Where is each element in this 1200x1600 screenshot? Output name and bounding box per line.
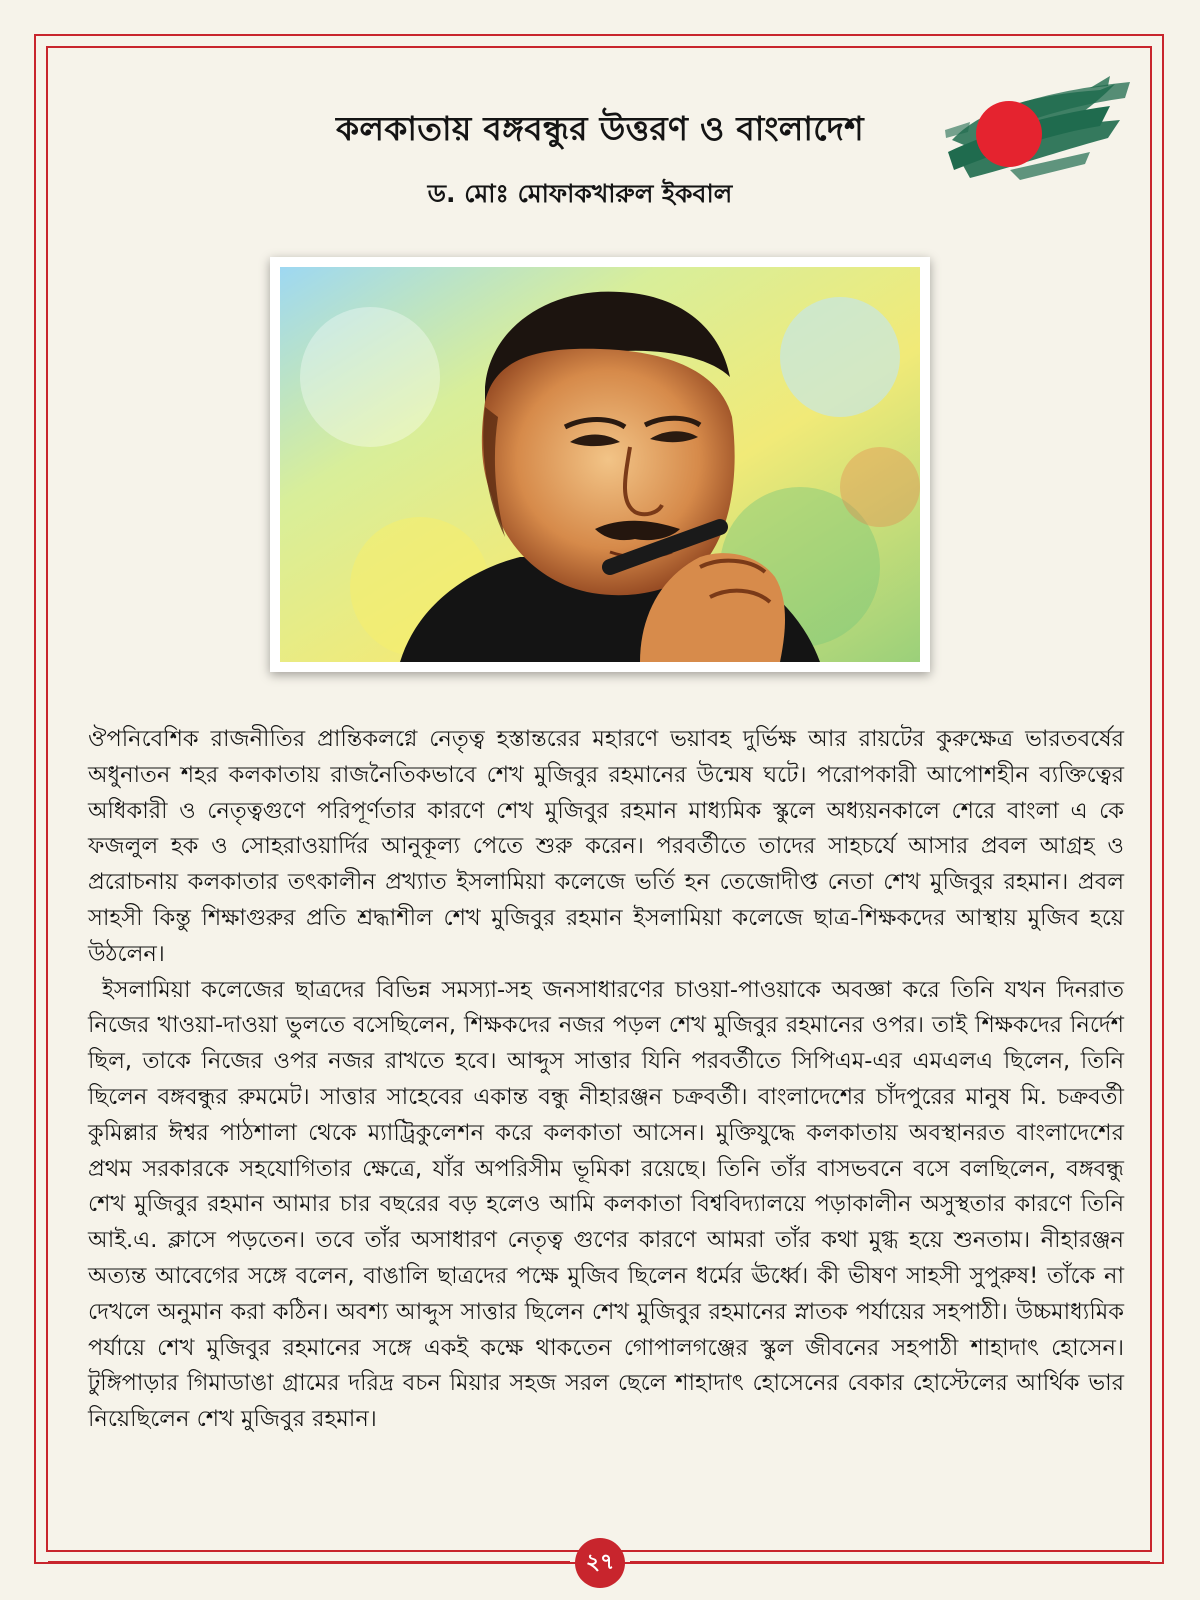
article-paragraph: ইসলামিয়া কলেজের ছাত্রদের বিভিন্ন সমস্যা-সহ জনসাধারণের চাওয়া-পাওয়াকে অবজ্ঞা করে তিনি যখন দিনরাত নিজের খাওয়া-দাওয়া ভুলতে বসেছিলেন, শিক্ষকদের নজর পড়ল শেখ মুজিবুর রহমানের ওপর। তাই শিক্ষকদের নির্দেশ ছিল, তাকে নিজের ওপর নজর রাখতে হবে। আব্দুস সাত্তার যিনি পরবর্তীতে সিপিএম-এর এমএলএ ছিলেন, তিনি ছিলেন বঙ্গবন্ধুর রুমমেট। সাত্তার সাহেবের একান্ত বন্ধু নীহারঞ্জন চক্রবর্তী। বাংলাদেশের চাঁদপুরের মানুষ মি. চক্রবর্তী কুমিল্লার ঈশ্বর পাঠশালা থেকে ম্যাট্রিকুলেশন করে কলকাতা আসেন। মুক্তিযুদ্ধে কলকাতায় অবস্থানরত বাংলাদেশের প্রথম সরকারকে সহযোগিতার ক্ষেত্রে, যাঁর অপরিসীম ভূমিকা রয়েছে। তিনি তাঁর বাসভবনে বসে বলছিলেন, বঙ্গবন্ধু শেখ মুজিবুর রহমান আমার চার বছরের বড় হলেও আমি কলকাতা বিশ্ববিদ্যালয়ে পড়াকালীন অসুস্থতার কারণে তিনি আই.এ. ক্লাসে পড়তেন। তবে তাঁর অসাধারণ নেতৃত্ব গুণের কারণে আমরা তাঁর কথা মুগ্ধ হয়ে শুনতাম। নীহারঞ্জন অত্যন্ত আবেগের সঙ্গে বলেন, বাঙালি ছাত্রদের পক্ষে মুজিব ছিলেন ধর্মের ঊর্ধ্বে। কী ভীষণ সাহসী সুপুরুষ! তাঁকে না দেখলে অনুমান করা কঠিন। অবশ্য আব্দুস সাত্তার ছিলেন শেখ মুজিবুর রহমানের স্নাতক পর্যায়ের সহপাঠী। উচ্চমাধ্যমিক পর্যায়ে শেখ মুজিবুর রহমানের সঙ্গে একই কক্ষে থাকতেন গোপালগঞ্জের স্কুল জীবনের সহপাঠী শাহাদাৎ হোসেন। টুঙ্গিপাড়ার গিমাডাঙা গ্রামের দরিদ্র বচন মিয়ার সহজ সরল ছেলে শাহাদাৎ হোসেনের বেকার হোস্টেলের আর্থিক ভার নিয়েছিলেন শেখ মুজিবুর রহমান।	[88, 976, 1124, 1433]
footer-line-left	[48, 1561, 570, 1563]
bangladesh-flag-icon	[940, 70, 1140, 190]
article-author: ড. মোঃ মোফাকখারুল ইকবাল	[427, 179, 733, 208]
page-number-badge: ২৭	[575, 1538, 625, 1588]
footer-line-right	[630, 1561, 1150, 1563]
portrait-illustration	[280, 267, 920, 662]
portrait-image	[270, 257, 930, 672]
article-body	[88, 722, 1124, 1438]
article-paragraph: ঔপনিবেশিক রাজনীতির প্রান্তিকলগ্নে নেতৃত্ব হস্তান্তরের মহারণে ভয়াবহ দুর্ভিক্ষ আর রায়টের কুরুক্ষেত্র ভারতবর্ষের অধুনাতন শহর কলকাতায় রাজনৈতিকভাবে শেখ মুজিবুর রহমানের উন্মেষ ঘটে। পরোপকারী আপোশহীন ব্যক্তিত্বের অধিকারী ও নেতৃত্বগুণে পরিপূর্ণতার কারণে শেখ মুজিবুর রহমান মাধ্যমিক স্কুলে অধ্যয়নকালে শেরে বাংলা এ কে ফজলুল হক ও সোহরাওয়ার্দির আনুকূল্য পেতে শুরু করেন। পরবর্তীতে তাদের সাহচর্যে আসার প্রবল আগ্রহ ও প্ররোচনায় কলকাতার তৎকালীন প্রখ্যাত ইসলামিয়া কলেজে ভর্তি হন তেজোদীপ্ত নেতা শেখ মুজিবুর রহমান। প্রবল সাহসী কিন্তু শিক্ষাগুরুর প্রতি শ্রদ্ধাশীল শেখ মুজিবুর রহমান ইসলামিয়া কলেজে ছাত্র-শিক্ষকদের আস্থায় মুজিব হয়ে উঠলেন।	[88, 726, 1124, 967]
article-title: কলকাতায় বঙ্গবন্ধুর উত্তরণ ও বাংলাদেশ	[336, 109, 864, 148]
